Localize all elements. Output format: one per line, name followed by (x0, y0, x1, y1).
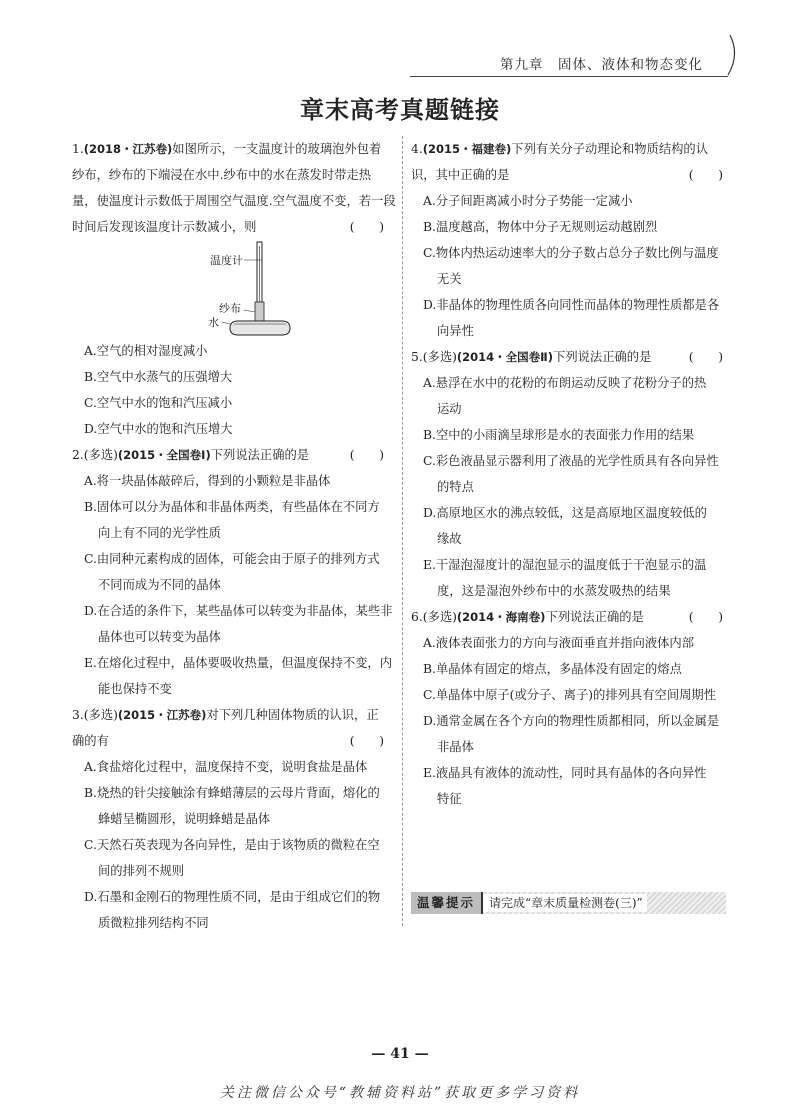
option-b: B.空中的小雨滴呈球形是水的表面张力作用的结果 (423, 428, 695, 442)
option-c: C.由同种元素构成的固体，可能会由于原子的排列方式 (84, 552, 380, 566)
question-source: (2014・海南卷) (456, 610, 546, 624)
page-number: — 41 — (371, 1046, 429, 1062)
option-d: D.高原地区水的沸点较低，这是高原地区温度较低的 (423, 506, 707, 520)
footer-watermark: 关注微信公众号“教辅资料站”获取更多学习资料 (219, 1085, 581, 1101)
option-c: C.彩色液晶显示器利用了液晶的光学性质具有各向异性 (423, 454, 719, 468)
question-4: 4.(2015・福建卷)下列有关分子动理论和物质结构的认 识，其中正确的是 ( ) A.分子间距离减小时分子势能一定减小 B.温度越高，物体中分子无规则运动越剧烈 C.物体内热运动速率大的分子数占总分子数比例与温度 无关 D.非晶体的物理性质各向同性而晶体的物理性质都是各 向异性 (411, 136, 729, 344)
option-a: A.食盐熔化过程中，温度保持不变，说明食盐是晶体 (84, 760, 368, 774)
option-a: A.分子间距离减小时分子势能一定减小 (423, 194, 633, 208)
option-b-cont: 蜂蜡呈椭圆形，说明蜂蜡是晶体 (98, 812, 271, 826)
option-e: E.液晶具有液体的流动性，同时具有晶体的各向异性 (423, 766, 707, 780)
tip-label: 温馨提示 (411, 892, 483, 914)
option-e-cont: 特征 (437, 792, 462, 806)
question-source: (2015・全国卷Ⅰ) (117, 448, 211, 462)
question-3: 3.(多选)(2015・江苏卷)对下列几种固体物质的认识，正 确的有 ( ) A.食盐熔化过程中，温度保持不变，说明食盐是晶体 B.烧热的针尖接触涂有蜂蜡薄层的云母片背面，熔化的 蜂蜡呈椭圆形，说明蜂蜡是晶体 C.天然石英表现为各向异性，是由于该物质的微粒在空 间的排列不规则 D.石墨和金刚石的物理性质不同，是由于组成它们的物 质微粒排列结构不同 (72, 702, 390, 936)
option-d-cont: 缘故 (437, 532, 462, 546)
option-c-cont: 不同而成为不同的晶体 (98, 578, 221, 592)
gauze-label: 纱布 (219, 302, 241, 315)
option-b-cont: 向上有不同的光学性质 (98, 526, 221, 540)
header-curve-decoration (700, 30, 740, 80)
option-b: B.固体可以分为晶体和非晶体两类，有些晶体在不同方 (84, 500, 380, 514)
option-b: B.空气中水蒸气的压强增大 (84, 370, 233, 384)
option-c-cont: 的特点 (437, 480, 474, 494)
option-d: D.空气中水的饱和汽压增大 (84, 422, 233, 436)
option-e: E.在熔化过程中，晶体要吸收热量，但温度保持不变，内 (84, 656, 393, 670)
option-e-cont: 度，这是湿泡外纱布中的水蒸发吸热的结果 (437, 584, 671, 598)
page-title: 章末高考真题链接 (300, 96, 500, 124)
option-d: D.通常金属在各个方向的物理性质都相同，所以金属是 (423, 714, 720, 728)
option-b: B.烧热的针尖接触涂有蜂蜡薄层的云母片背面，熔化的 (84, 786, 380, 800)
question-source: (2014・全国卷Ⅱ) (456, 350, 554, 364)
question-1: 1.(2018・江苏卷)如图所示，一支温度计的玻璃泡外包着 纱布，纱布的下端浸在水中.纱布中的水在蒸发时带走热 量，使温度计示数低于周围空气温度.空气温度不变，若一段 时间后发现该温度计示数减小，则 ( ) 温度计 纱布 水 A.空气的相对湿度减小 B.空气中水蒸气的压强增大 C.空气中水的饱和汽压减小 D.空气中水的饱和汽压增大 (72, 136, 390, 442)
answer-blank: ( ) (349, 734, 384, 748)
right-column (411, 136, 729, 812)
option-d-cont: 质微粒排列结构不同 (98, 916, 209, 930)
option-d-cont: 晶体也可以转变为晶体 (98, 630, 221, 644)
left-column (72, 136, 396, 936)
option-e: E.干湿泡湿度计的湿泡显示的温度低于干泡显示的温 (423, 558, 707, 572)
option-c: C.天然石英表现为各向异性，是由于该物质的微粒在空 (84, 838, 380, 852)
answer-blank: ( ) (688, 168, 723, 182)
answer-blank: ( ) (349, 220, 384, 234)
question-5: 5.(多选)(2014・全国卷Ⅱ)下列说法正确的是 ( ) A.悬浮在水中的花粉的布朗运动反映了花粉分子的热 运动 B.空中的小雨滴呈球形是水的表面张力作用的结果 C.彩色液晶显示器利用了液晶的光学性质具有各向异性 的特点 D.高原地区水的沸点较低，这是高原地区温度较低的 缘故 E.干湿泡湿度计的湿泡显示的温度低于干泡显示的温 度，这是湿泡外纱布中的水蒸发吸热的结果 (411, 344, 729, 604)
option-d: D.在合适的条件下，某些晶体可以转变为非晶体，某些非 (84, 604, 393, 618)
option-c: C.单晶体中原子(或分子、离子)的排列具有空间周期性 (423, 688, 717, 702)
header-rule (410, 76, 728, 77)
thermometer-label: 温度计 (210, 254, 243, 267)
option-c-cont: 无关 (437, 272, 462, 286)
option-c-cont: 间的排列不规则 (98, 864, 185, 878)
option-e-cont: 能也保持不变 (98, 682, 172, 696)
option-b: B.单晶体有固定的熔点，多晶体没有固定的熔点 (423, 662, 682, 676)
column-divider (402, 136, 403, 926)
option-b: B.温度越高，物体中分子无规则运动越剧烈 (423, 220, 658, 234)
tip-banner (411, 892, 726, 914)
option-a: A.空气的相对湿度减小 (84, 344, 208, 358)
thermometer-figure (72, 240, 390, 338)
answer-blank: ( ) (688, 610, 723, 624)
option-c: C.空气中水的饱和汽压减小 (84, 396, 233, 410)
chapter-header: 第九章 固体、液体和物态变化 (500, 57, 703, 73)
option-c: C.物体内热运动速率大的分子数占总分子数比例与温度 (423, 246, 719, 260)
answer-blank: ( ) (349, 448, 384, 462)
option-d: D.非晶体的物理性质各向同性而晶体的物理性质都是各 (423, 298, 720, 312)
tip-text: 请完成“章末质量检测卷(三)” (483, 894, 647, 912)
option-d-cont: 非晶体 (437, 740, 474, 754)
option-a: A.将一块晶体敲碎后，得到的小颗粒是非晶体 (84, 474, 331, 488)
water-label: 水 (208, 316, 219, 329)
question-source: (2015・福建卷) (422, 142, 512, 156)
question-source: (2015・江苏卷) (117, 708, 207, 722)
option-a: A.悬浮在水中的花粉的布朗运动反映了花粉分子的热 (423, 376, 707, 390)
option-a: A.液体表面张力的方向与液面垂直并指向液体内部 (423, 636, 695, 650)
answer-blank: ( ) (688, 350, 723, 364)
question-6: 6.(多选)(2014・海南卷)下列说法正确的是 ( ) A.液体表面张力的方向与液面垂直并指向液体内部 B.单晶体有固定的熔点，多晶体没有固定的熔点 C.单晶体中原子(或分子、离子)的排列具有空间周期性 D.通常金属在各个方向的物理性质都相同，所以金属是 非晶体 E.液晶具有液体的流动性，同时具有晶体的各向异性 特征 (411, 604, 729, 812)
question-source: (2018・江苏卷) (83, 142, 173, 156)
question-2: 2.(多选)(2015・全国卷Ⅰ)下列说法正确的是 ( ) A.将一块晶体敲碎后，得到的小颗粒是非晶体 B.固体可以分为晶体和非晶体两类，有些晶体在不同方 向上有不同的光学性质 C.由同种元素构成的固体，可能会由于原子的排列方式 不同而成为不同的晶体 D.在合适的条件下，某些晶体可以转变为非晶体，某些非 晶体也可以转变为晶体 E.在熔化过程中，晶体要吸收热量，但温度保持不变，内 能也保持不变 (72, 442, 390, 702)
option-d-cont: 向异性 (437, 324, 474, 338)
option-d: D.石墨和金刚石的物理性质不同，是由于组成它们的物 (84, 890, 381, 904)
option-a-cont: 运动 (437, 402, 462, 416)
